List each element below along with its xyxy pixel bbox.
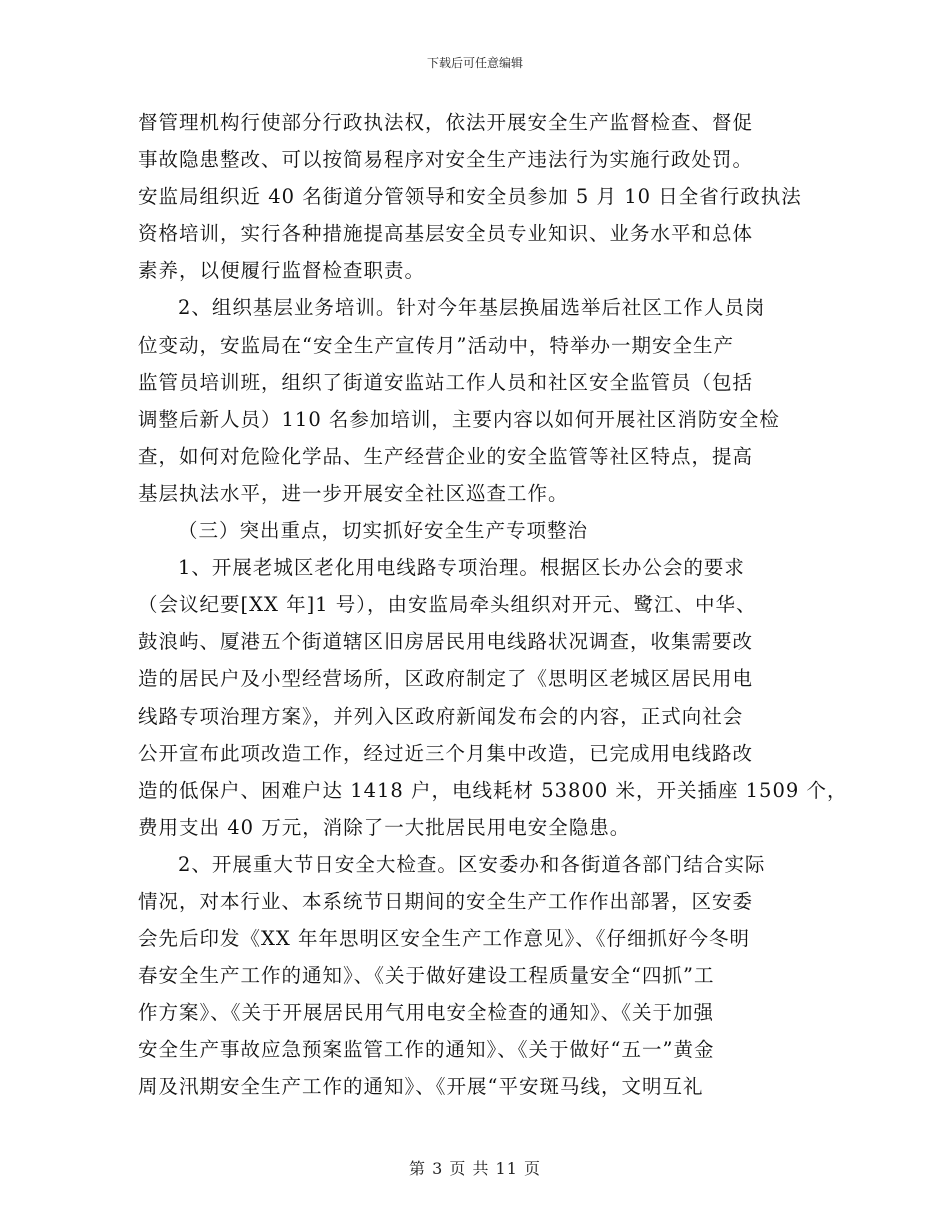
text-line: 线路专项治理方案》，并列入区政府新闻发布会的内容，正式向社会	[138, 704, 744, 728]
text-line: 费用支出 40 万元，消除了一大批居民用电安全隐患。	[138, 815, 631, 839]
text-line: 查，如何对危险化学品、生产经营企业的安全监管等社区特点，提高	[138, 444, 754, 468]
text-line: 安监局组织近 40 名街道分管领导和安全员参加 5 月 10 日全省行政执法	[138, 185, 802, 209]
text-line: （会议纪要[XX 年]1 号），由安监局牵头组织对开元、鹭江、中华、	[138, 593, 757, 617]
text-line: 基层执法水平，进一步开展安全社区巡查工作。	[138, 481, 569, 505]
text-line: 会先后印发《XX 年年思明区安全生产工作意见》、《仔细抓好今冬明	[138, 927, 750, 951]
text-line: 鼓浪屿、厦港五个街道辖区旧房居民用电线路状况调查，收集需要改	[138, 630, 754, 654]
text-line: 作方案》、《关于开展居民用气用电安全检查的通知》、《关于加强	[138, 1001, 715, 1025]
text-line: 造的低保户、困难户达 1418 户，电线耗材 53800 米，开关插座 1509 个，	[138, 778, 848, 802]
paragraph-start-line: 1、开展老城区老化用电线路专项治理。根据区长办公会的要求	[178, 556, 745, 580]
page-number-footer: 第 3 页 共 11 页	[409, 1159, 541, 1178]
text-line: 周及汛期安全生产工作的通知》、《开展“平安斑马线，文明互礼	[138, 1075, 704, 1099]
text-line: 公开宣布此项改造工作，经过近三个月集中改造，已完成用电线路改	[138, 741, 754, 765]
paragraph-start-line: 2、组织基层业务培训。针对今年基层换届选举后社区工作人员岗	[178, 296, 766, 320]
text-line: 资格培训，实行各种措施提高基层安全员专业知识、业务水平和总体	[138, 222, 754, 246]
text-line: 监管员培训班，组织了街道安监站工作人员和社区安全监管员（包括	[138, 370, 754, 394]
text-line: 督管理机构行使部分行政执法权，依法开展安全生产监督检查、督促	[138, 111, 754, 134]
paragraph-start-line: 2、开展重大节日安全大检查。区安委办和各街道各部门结合实际	[178, 852, 766, 876]
text-line: 造的居民户及小型经营场所，区政府制定了《思明区老城区居民用电	[138, 667, 754, 691]
section-heading: （三）突出重点，切实抓好安全生产专项整治	[178, 519, 589, 543]
text-line: 调整后新人员）110 名参加培训，主要内容以如何开展社区消防安全检	[138, 407, 780, 431]
text-line: 位变动，安监局在“安全生产宣传月”活动中，特举办一期安全生产	[138, 333, 734, 357]
text-line: 春安全生产工作的通知》、《关于做好建设工程质量安全“四抓”工	[138, 964, 715, 988]
page-header: 下载后可任意编辑	[426, 56, 523, 70]
text-line: 安全生产事故应急预案监管工作的通知》、《关于做好“五一”黄金	[138, 1038, 715, 1062]
text-line: 情况，对本行业、本系统节日期间的安全生产工作作出部署，区安委	[138, 889, 754, 913]
text-line: 事故隐患整改、可以按简易程序对安全生产违法行为实施行政处罚。	[138, 148, 754, 172]
document-body	[138, 104, 848, 1106]
text-line: 素养，以便履行监督检查职责。	[138, 259, 426, 283]
